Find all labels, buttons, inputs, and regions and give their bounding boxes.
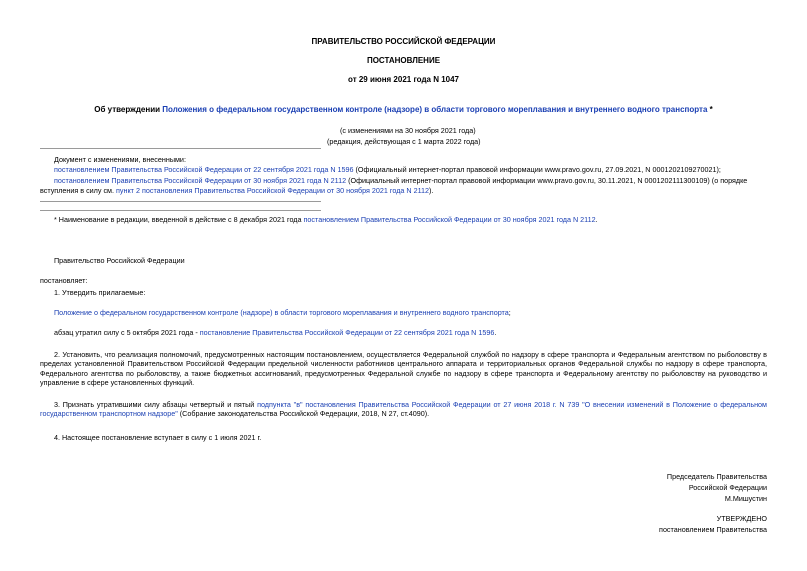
footnote-suffix: . [595,215,598,224]
title-footnote [54,215,598,224]
edition-changes-note: (с изменениями на 30 ноября 2021 года) [340,126,476,135]
changes-item-2-cont-suffix: ). [429,186,434,195]
decrees-word: постановляет: [40,276,88,285]
changes-item-2 [54,176,747,185]
signature-title: Председатель Правительства [666,472,767,481]
paragraph-3-prefix: 3. Признать утратившими силу абзацы четвертый и пятый [54,400,258,409]
changes-item-2-cont-link[interactable]: пункт 2 постановления Правительства Российской Федерации от 30 ноября 2021 года N 2112 [116,186,430,195]
regulation-link-suffix: ; [508,308,511,317]
void-item-prefix: абзац утратил силу с 5 октября 2021 года - [54,328,200,337]
changes-item-1 [54,165,721,174]
paragraph-1: 1. Утвердить прилагаемые: [54,288,146,297]
edition-effective-note: (редакция, действующая с 1 марта 2022 года) [327,137,481,146]
paragraph-4: 4. Настоящее постановление вступает в силу с 1 июля 2021 г. [54,433,262,442]
document-title [0,105,807,114]
changes-intro: Документ с изменениями, внесенными: [54,155,186,164]
paragraph-3 [40,400,767,419]
signature-name: М.Мишустин [724,494,767,503]
doc-type-heading: ПОСТАНОВЛЕНИЕ [366,56,441,65]
paragraph-2: 2. Установить, что реализация полномочий, предусмотренных настоящим постановлением, осуществляется Федеральной службой по надзору в сфере транспорта и Федеральным агентством по рыболовству в пределах установленной Правительством Российской Федерации предельной численности работников центрального аппарата и территориальных органов Федеральной службы по надзору в сфере транспорта, Федерального агентства по рыболовству, а также бюджетных ассигнований, предусмотренных Федеральной службе по надзору в сфере транспорта и Федеральному агентству по рыболовству на руководство и управление в сфере установленных функций. [40,350,767,388]
divider-middle [40,201,321,202]
changes-item-1-link[interactable]: постановлением Правительства Российской Федерации от 22 сентября 2021 года N 1596 [54,165,354,174]
changes-item-2-text: (Официальный интернет-портал правовой информации www.pravo.gov.ru, 30.11.2021, N 0001202111300109) (о порядке [346,176,748,185]
changes-item-1-text: (Официальный интернет-портал правовой информации www.pravo.gov.ru, 27.09.2021, N 0001202109270021); [353,165,721,174]
regulation-link[interactable]: Положение о федеральном государственном контроле (надзоре) в области торгового мореплавания и внутреннего водного транспорта [54,308,509,317]
approved-stamp: УТВЕРЖДЕНО [716,514,767,523]
title-prefix: Об утверждении [94,105,163,114]
paragraph-1-void-item [54,328,496,337]
paragraph-3-suffix: (Собрание законодательства Российской Федерации, 2018, N 27, ст.4090). [177,409,430,419]
paragraph-1-approved-item [54,308,511,317]
divider-footnote [40,210,321,211]
footnote-prefix: * Наименование в редакции, введенной в действие с 8 декабря 2021 года [54,215,304,224]
signature-subtitle: Российской Федерации [688,483,767,492]
title-link[interactable]: Положения о федеральном государственном контроле (надзоре) в области торгового мореплавания и внутреннего водного транспорта [162,105,708,114]
paragraph-3-link[interactable]: подпункта "в" постановления Правительства Российской Федерации от 27 июня 2018 г. N 739 "О внесении изменений в Положение о федеральном государственном транспортном надзоре" [40,400,767,419]
government-heading: ПРАВИТЕЛЬСТВО РОССИЙСКОЙ ФЕДЕРАЦИИ [311,37,496,46]
title-footnote-mark: * [707,105,713,114]
divider-top [40,148,321,149]
void-item-link[interactable]: постановление Правительства Российской Федерации от 22 сентября 2021 года N 1596 [199,328,495,337]
footnote-link[interactable]: постановлением Правительства Российской Федерации от 30 ноября 2021 года N 2112 [303,215,596,224]
changes-item-2-link[interactable]: постановлением Правительства Российской Федерации от 30 ноября 2021 года N 2112 [54,176,347,185]
changes-item-2-cont-prefix: вступления в силу см. [40,186,116,195]
date-number-heading: от 29 июня 2021 года N 1047 [348,75,459,84]
void-item-suffix: . [494,328,497,337]
approved-by: постановлением Правительства [659,525,767,534]
changes-item-2-continued [40,186,433,195]
issuing-body: Правительство Российской Федерации [54,256,185,265]
